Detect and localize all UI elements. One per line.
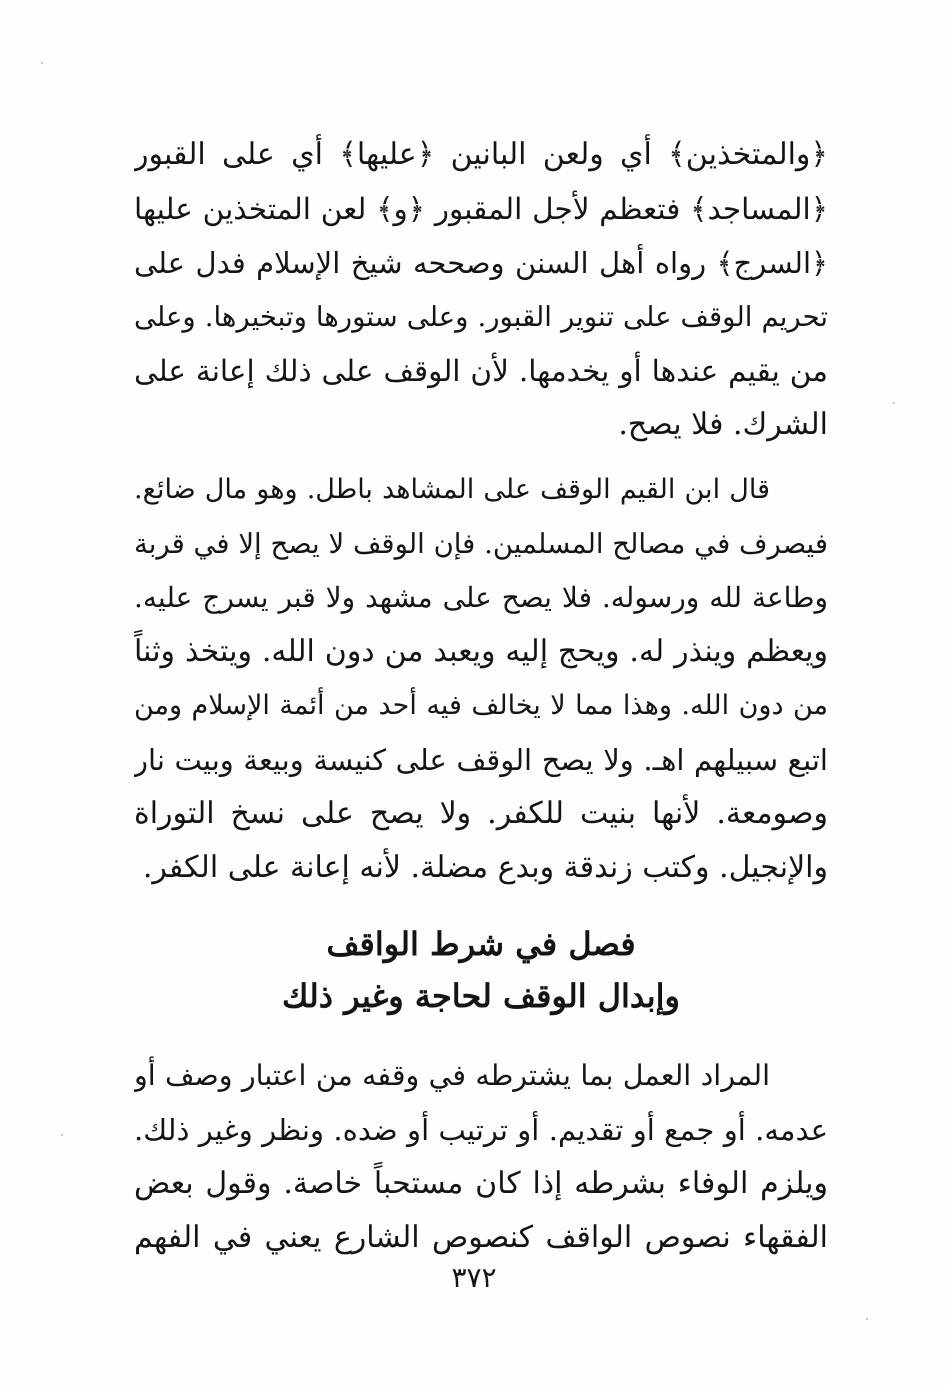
paragraph-line: فيصرف في مصالح المسلمين. فإن الوقف لا يصح إلا في قربة: [134, 528, 828, 560]
paragraph-line: والإنجيل. وكتب زندقة وبدع مضلة. لأنه إعانة على الكفر.: [142, 850, 828, 885]
paragraph-line: عدمه. أو جمع أو تقديم. أو ترتيب أو ضده. ونظر وغير ذلك.: [134, 1113, 828, 1147]
section-heading-line-2: وإبدال الوقف لحاجة وغير ذلك: [282, 977, 680, 1015]
paragraph-line: وطاعة لله ورسوله. فلا يصح على مشهد ولا قبر يسرج عليه.: [134, 581, 828, 614]
paragraph-line: تحريم الوقف على تنوير القبور. وعلى ستورها وتبخيرها. وعلى: [134, 301, 828, 333]
paragraph-line: المراد العمل بما يشترطه في وقفه من اعتبار وصف أو: [134, 1059, 770, 1092]
paper-speck: [41, 62, 43, 64]
paper-speck: [61, 1134, 63, 1136]
paragraph-line: وصومعة. لأنها بنيت للكفر. ولا يصح على نسخ التوراة: [134, 796, 828, 831]
paragraph-3: [134, 1049, 828, 1265]
paragraph-line: الفقهاء نصوص الواقف كنصوص الشارع يعني في الفهم: [134, 1220, 828, 1255]
paragraph-line: الشرك. فلا يصح.: [618, 407, 828, 442]
paragraph-2: [134, 463, 828, 895]
paragraph-1: [134, 128, 828, 452]
paragraph-line: ﴿والمتخذين﴾ أي ولعن البانين ﴿عليها﴾ أي على القبور: [134, 137, 828, 172]
paragraph-line: ﴿السرج﴾ رواه أهل السنن وصححه شيخ الإسلام فدل على: [134, 246, 828, 280]
paper-speck: [866, 1318, 868, 1320]
paragraph-line: من يقيم عندها أو يخدمها. لأن الوقف على ذلك إعانة على: [134, 354, 828, 388]
paragraph-line: ويلزم الوفاء بشرطه إذا كان مستحباً خاصة. وقول بعض: [134, 1166, 828, 1201]
paragraph-line: ويعظم وينذر له. ويحج إليه ويعبد من دون الله. ويتخذ وثناً: [134, 634, 828, 669]
paragraph-line: من دون الله. وهذا مما لا يخالف فيه أحد من أئمة الإسلام ومن: [134, 690, 828, 721]
paper-speck: [893, 402, 895, 404]
paragraph-line: قال ابن القيم الوقف على المشاهد باطل. وهو مال ضائع.: [134, 474, 770, 505]
paragraph-line: اتبع سبيلهم اهـ. ولا يصح الوقف على كنيسة وبيعة وبيت نار: [134, 743, 828, 777]
page-number: ٣٧٢: [451, 1261, 497, 1294]
section-heading-line-1: فصل في شرط الواقف: [326, 925, 636, 963]
paragraph-line: ﴿المساجد﴾ فتعظم لأجل المقبور ﴿و﴾ لعن المتخذين عليها: [134, 192, 828, 226]
